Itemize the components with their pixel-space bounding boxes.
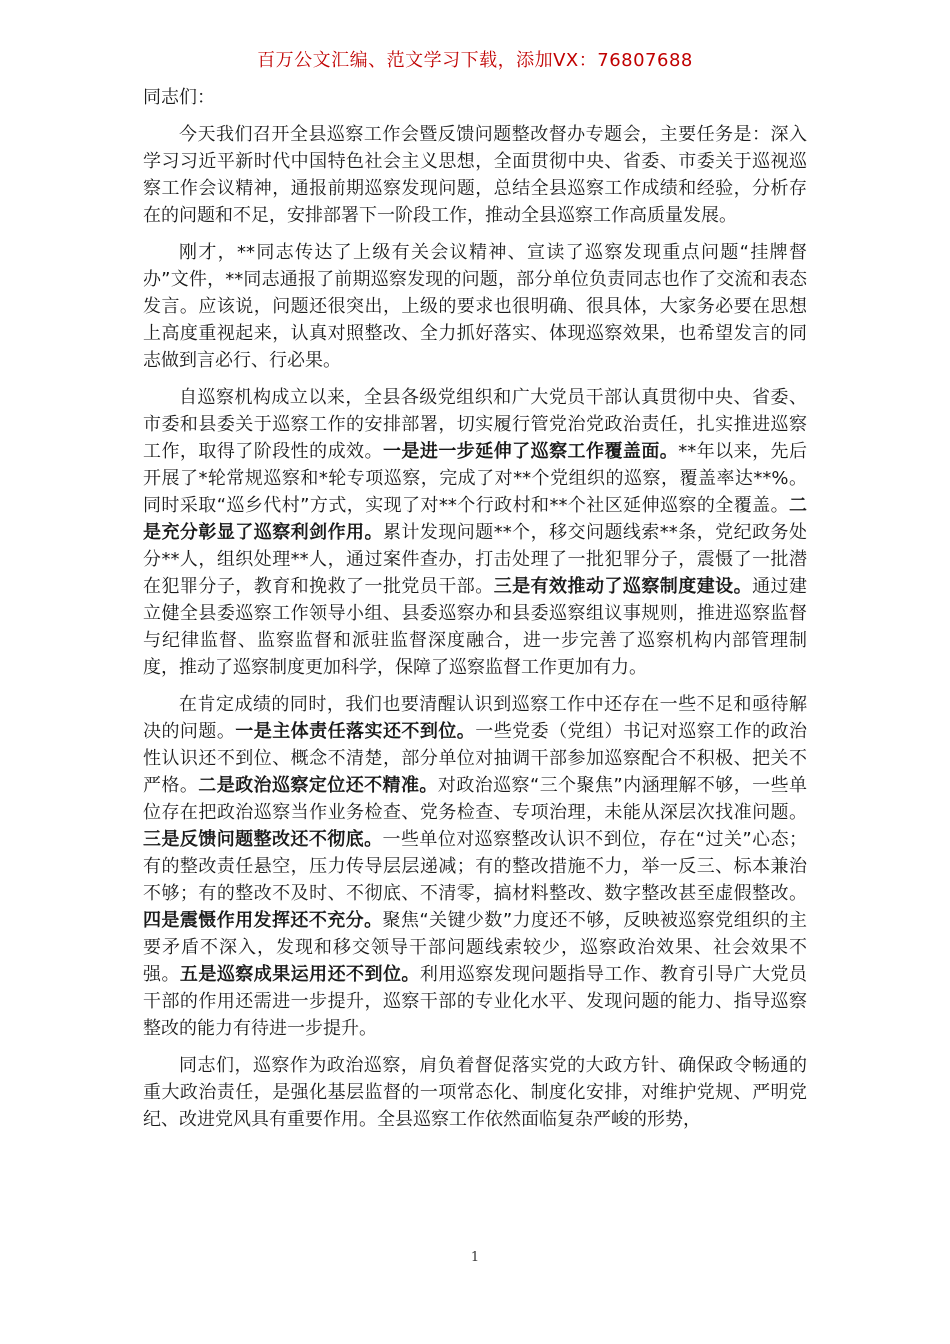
paragraph-meeting-review	[143, 239, 807, 374]
paragraph-text: 同志们，巡察作为政治巡察，肩负着督促落实党的大政方针、确保政令畅通的重大政治责任，是强化基层监督的一项常态化、制度化安排，对维护党规、严明党纪、改进党风具有重要作用。全县巡察工作依然面临复杂严峻的形势，	[143, 1055, 807, 1130]
bold-heading: 二是政治巡察定位还不精准。	[198, 775, 438, 796]
paragraph-text: 利用巡察发现问题指导工作、教育引导广大党员干部的作用还需进一步提升，巡察干部的专业化水平、发现问题的能力、指导巡察整改的能力有待进一步提升。	[143, 964, 808, 1039]
bold-heading: 三是有效推动了巡察制度建设。	[493, 576, 753, 597]
paragraph-text: 一些单位对巡察整改认识不到位，存在“过关”心态；有的整改责任悬空，压力传导层层递减；有的整改措施不力，举一反三、标本兼治不够；有的整改不及时、不彻底、不清零，搞材料整改、数字整改甚至虚假整改。	[143, 829, 807, 904]
bold-heading: 二是充分彰显了巡察利剑作用。	[143, 495, 807, 543]
paragraph-text: 今天我们召开全县巡察工作会暨反馈问题整改督办专题会，主要任务是：深入学习习近平新时代中国特色社会主义思想，全面贯彻中央、省委、市委关于巡视巡察工作会议精神，通报前期巡察发现问题，总结全县巡察工作成绩和经验，分析存在的问题和不足，安排部署下一阶段工作，推动全县巡察工作高质量发展。	[143, 124, 807, 226]
paragraph-text: 自巡察机构成立以来，全县各级党组织和广大党员干部认真贯彻中央、省委、市委和县委关于巡察工作的安排部署，切实履行管党治党政治责任，扎实推进巡察工作，取得了阶段性的成效。	[143, 387, 807, 462]
paragraph-problems	[143, 691, 807, 1042]
paragraph-text: 通过建立健全县委巡察工作领导小组、县委巡察办和县委巡察组议事规则，推进巡察监督与纪律监督、监察监督和派驻监督深度融合，进一步完善了巡察机构内部管理制度，推动了巡察制度更加科学，保障了巡察监督工作更加有力。	[143, 576, 808, 678]
bold-heading: 五是巡察成果运用还不到位。	[179, 964, 420, 985]
salutation: 同志们：	[143, 87, 215, 108]
document-body	[143, 84, 807, 1143]
paragraph-text: 对政治巡察“三个聚焦”内涵理解不够，一些单位存在把政治巡察当作业务检查、党务检查、专项治理，未能从深层次找准问题。	[143, 775, 808, 823]
paragraph-text: 聚焦“关键少数”力度还不够，反映被巡察党组织的主要矛盾不深入，发现和移交领导干部问题线索较少，巡察政治效果、社会效果不强。	[143, 910, 807, 985]
page-number: 1	[470, 1250, 480, 1265]
watermark-header: 百万公文汇编、范文学习下载，添加VX：76807688	[257, 50, 693, 71]
paragraph-text: 一些党委（党组）书记对巡察工作的政治性认识还不到位、概念不清楚，部分单位对抽调干部参加巡察配合不积极、把关不严格。	[143, 721, 808, 796]
paragraph-text: 累计发现问题**个，移交问题线索**条，党纪政务处分**人，组织处理**人，通过案件查办，打击处理了一批犯罪分子，震慑了一批潜在犯罪分子，教育和挽救了一批党员干部。	[143, 522, 808, 597]
paragraph-achievements	[143, 384, 807, 681]
paragraph-text: 刚才，**同志传达了上级有关会议精神、宣读了巡察发现重点问题“挂牌督办”文件，**同志通报了前期巡察发现的问题，部分单位负责同志也作了交流和表态发言。应该说，问题还很突出，上级的要求也很明确、很具体，大家务必要在思想上高度重视起来，认真对照整改、全力抓好落实、体现巡察效果，也希望发言的同志做到言必行、行必果。	[143, 242, 807, 371]
paragraph-text: **年以来，先后开展了*轮常规巡察和*轮专项巡察，完成了对**个党组织的巡察，覆盖率达**%。同时采取“巡乡代村”方式，实现了对**个行政村和**个社区延伸巡察的全覆盖。	[143, 441, 808, 516]
paragraph-text: 在肯定成绩的同时，我们也要清醒认识到巡察工作中还存在一些不足和亟待解决的问题。	[143, 694, 807, 742]
bold-heading: 三是反馈问题整改还不彻底。	[143, 829, 383, 850]
bold-heading: 一是主体责任落实还不到位。	[235, 721, 476, 742]
bold-heading: 四是震慑作用发挥还不充分。	[143, 910, 383, 931]
bold-heading: 一是进一步延伸了巡察工作覆盖面。	[382, 441, 679, 462]
paragraph-opening	[143, 121, 807, 229]
paragraph-situation	[143, 1052, 807, 1133]
